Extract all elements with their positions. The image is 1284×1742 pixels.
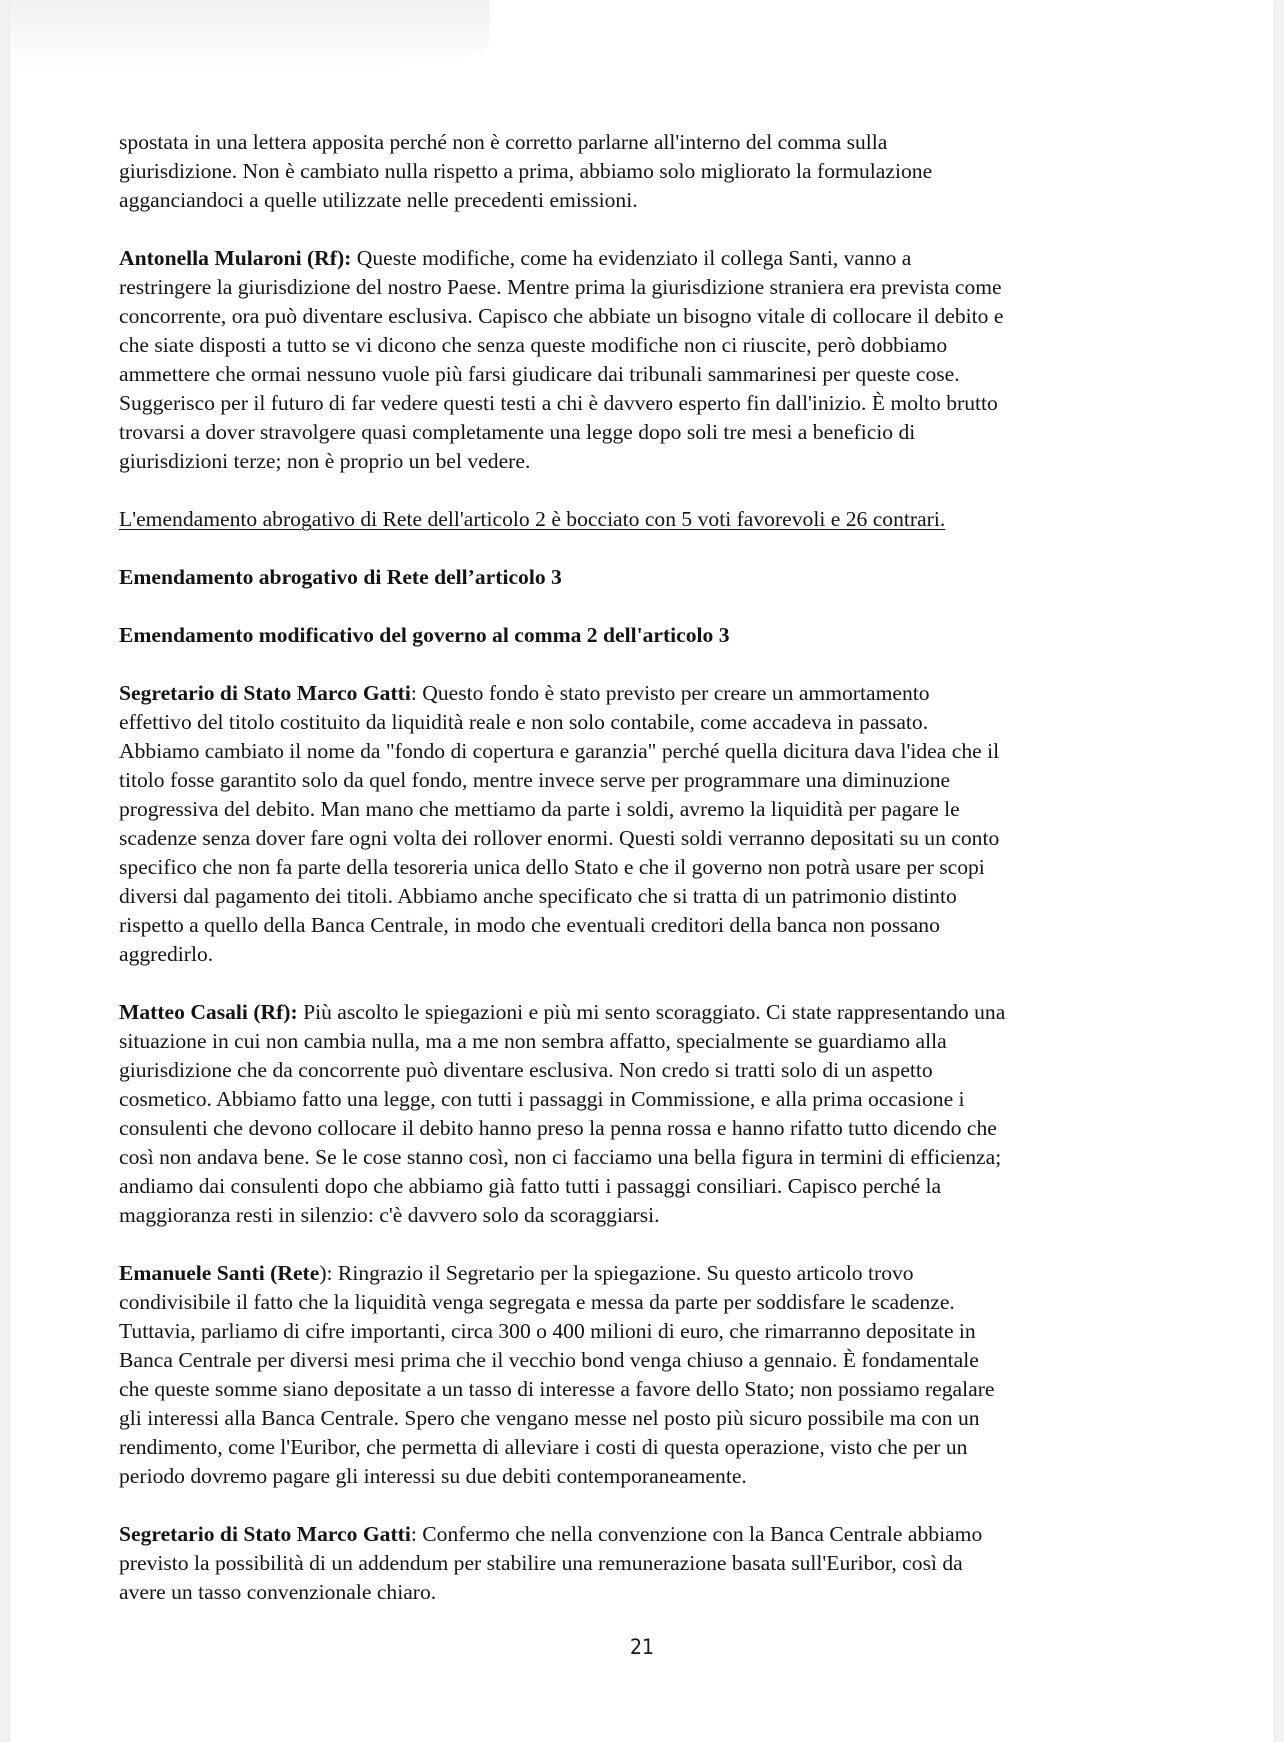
speaker-name: Antonella Mularoni (Rf): <box>119 246 352 270</box>
text-line: titolo fosse garantito solo da quel fondo, mentre invece serve per programmare una diminuzione <box>119 768 951 792</box>
text-line <box>119 1259 1179 1288</box>
heading-text: Emendamento abrogativo di Rete dell’articolo 3 <box>119 565 562 589</box>
speech-text: : Questo fondo è stato previsto per creare un ammortamento <box>410 681 930 705</box>
vote-result <box>119 505 1179 534</box>
text-line <box>119 679 1179 708</box>
page-shadow <box>10 0 490 70</box>
text-line: cosmetico. Abbiamo fatto una legge, con tutti i passaggi in Commissione, e alla prima occasione i <box>119 1087 965 1111</box>
document-body <box>119 128 1179 1636</box>
text-line: restringere la giurisdizione del nostro Paese. Mentre prima la giurisdizione straniera era prevista come <box>119 275 1002 299</box>
speech-text: ): Ringrazio il Segretario per la spiegazione. Su questo articolo trovo <box>319 1261 914 1285</box>
text-line: Abbiamo cambiato il nome da "fondo di copertura e garanzia" perché quella dicitura dava l'idea che il <box>119 739 1000 763</box>
speaker-name: Segretario di Stato Marco Gatti <box>119 681 411 705</box>
speaker-name: Matteo Casali (Rf): <box>119 1000 298 1024</box>
text-line: maggioranza resti in silenzio: c'è davvero solo da scoraggiarsi. <box>119 1203 660 1227</box>
vote-result-text: L'emendamento abrogativo di Rete dell'articolo 2 è bocciato con 5 voti favorevoli e 26 contrari. <box>119 507 946 531</box>
heading-text: Emendamento modificativo del governo al comma 2 dell'articolo 3 <box>119 623 730 647</box>
text-line: diversi dal pagamento dei titoli. Abbiamo anche specificato che si tratta di un patrimonio distinto <box>119 884 957 908</box>
text-line: rendimento, come l'Euribor, che permetta di alleviare i costi di questa operazione, visto che per un <box>119 1435 968 1459</box>
amendment-heading <box>119 621 1179 650</box>
text-line: scadenze senza dover fare ogni volta dei rollover enormi. Questi soldi verranno depositati su un conto <box>119 826 1000 850</box>
amendment-heading <box>119 563 1179 592</box>
speech-casali <box>119 998 1179 1230</box>
speech-text: Più ascolto le spiegazioni e più mi sento scoraggiato. Ci state rappresentando una <box>297 1000 1006 1024</box>
speech-text: Queste modifiche, come ha evidenziato il collega Santi, vanno a <box>351 246 912 270</box>
text-line <box>119 1520 1179 1549</box>
text-line <box>119 244 1179 273</box>
text-line: agganciandoci a quelle utilizzate nelle precedenti emissioni. <box>119 188 638 212</box>
text-line: specifico che non fa parte della tesoreria unica dello Stato e che il governo non potrà usare per scopi <box>119 855 985 879</box>
page-number: 21 <box>629 1635 655 1659</box>
speech-gatti <box>119 679 1179 969</box>
text-line: concorrente, ora può diventare esclusiva. Capisco che abbiate un bisogno vitale di collocare il debito e <box>119 304 1004 328</box>
text-line: condivisibile il fatto che la liquidità venga segregata e messa da parte per soddisfare le scadenze. <box>119 1290 955 1314</box>
text-line: consulenti che devono collocare il debito hanno preso la penna rossa e hanno rifatto tutto dicendo che <box>119 1116 997 1140</box>
text-line: andiamo dai consulenti dopo che abbiamo già fatto tutti i passaggi consiliari. Capisco perché la <box>119 1174 942 1198</box>
text-line: giurisdizione che da concorrente può diventare esclusiva. Non credo si tratti solo di un aspetto <box>119 1058 933 1082</box>
text-line: progressiva del debito. Man mano che mettiamo da parte i soldi, avremo la liquidità per pagare le <box>119 797 960 821</box>
text-line: giurisdizioni terze; non è proprio un bel vedere. <box>119 449 531 473</box>
text-line: Suggerisco per il futuro di far vedere questi testi a chi è davvero esperto fin dall'inizio. È molto brutto <box>119 391 998 415</box>
text-line: avere un tasso convenzionale chiaro. <box>119 1580 437 1604</box>
text-line: previsto la possibilità di un addendum per stabilire una remunerazione basata sull'Euribor, così da <box>119 1551 963 1575</box>
text-line: rispetto a quello della Banca Centrale, in modo che eventuali creditori della banca non possano <box>119 913 940 937</box>
speech-text: : Confermo che nella convenzione con la Banca Centrale abbiamo <box>410 1522 983 1546</box>
text-line: ammettere che ormai nessuno vuole più farsi giudicare dai tribunali sammarinesi per queste cose. <box>119 362 960 386</box>
speech-gatti-reply <box>119 1520 1179 1607</box>
text-line: Tuttavia, parliamo di cifre importanti, circa 300 o 400 milioni di euro, che rimarranno depositate in <box>119 1319 976 1343</box>
speaker-name: Emanuele Santi (Rete <box>119 1261 320 1285</box>
text-line: giurisdizione. Non è cambiato nulla rispetto a prima, abbiamo solo migliorato la formulazione <box>119 159 933 183</box>
paragraph-continuation <box>119 128 1179 215</box>
text-line: trovarsi a dover stravolgere quasi completamente una legge dopo soli tre mesi a beneficio di <box>119 420 916 444</box>
speech-santi <box>119 1259 1179 1491</box>
text-line: così non andava bene. Se le cose stanno così, non ci facciamo una bella figura in termini di efficienza; <box>119 1145 1002 1169</box>
text-line <box>119 998 1179 1027</box>
speaker-name: Segretario di Stato Marco Gatti <box>119 1522 411 1546</box>
text-line: situazione in cui non cambia nulla, ma a me non sembra affatto, specialmente se guardiamo alla <box>119 1029 947 1053</box>
text-line: che siate disposti a tutto se vi dicono che senza queste modifiche non ci riuscite, però dobbiamo <box>119 333 948 357</box>
text-line: spostata in una lettera apposita perché non è corretto parlarne all'interno del comma sulla <box>119 130 888 154</box>
text-line: che queste somme siano depositate a un tasso di interesse a favore dello Stato; non possiamo regalare <box>119 1377 995 1401</box>
text-line: gli interessi alla Banca Centrale. Spero che vengano messe nel posto più sicuro possibile ma con un <box>119 1406 980 1430</box>
text-line: Banca Centrale per diversi mesi prima che il vecchio bond venga chiuso a gennaio. È fondamentale <box>119 1348 979 1372</box>
text-line: periodo dovremo pagare gli interessi su due debiti contemporaneamente. <box>119 1464 747 1488</box>
speech-mularoni <box>119 244 1179 476</box>
text-line: aggredirlo. <box>119 942 214 966</box>
text-line: effettivo del titolo costituito da liquidità reale e non solo contabile, come accadeva in passato. <box>119 710 929 734</box>
